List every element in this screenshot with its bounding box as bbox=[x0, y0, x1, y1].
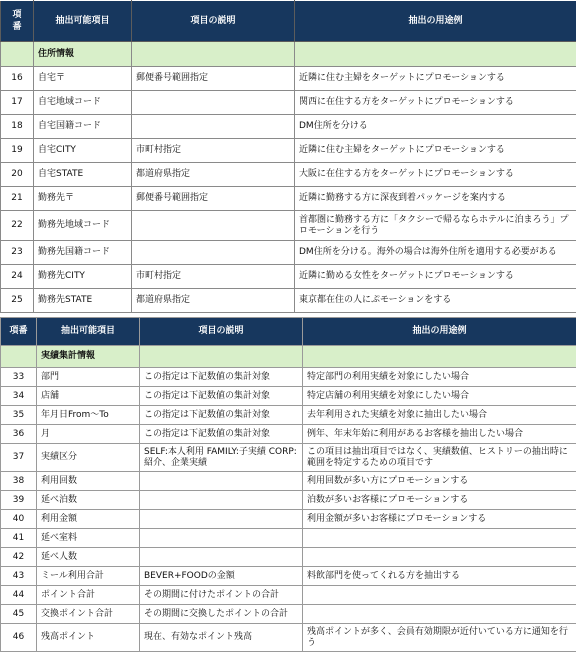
row-no: 39 bbox=[1, 491, 37, 510]
row-item: 延べ人数 bbox=[37, 548, 140, 567]
table-row bbox=[1, 567, 576, 586]
performance-summary-table bbox=[0, 317, 576, 652]
row-desc: SELF:本人利用 FAMILY:子実績 CORP:紹介、企業実績 bbox=[140, 444, 303, 472]
row-usage: 大阪に在住する方をターゲットにプロモーションする bbox=[295, 163, 576, 187]
row-no: 18 bbox=[1, 115, 34, 139]
row-usage bbox=[303, 529, 576, 548]
row-item: 店舗 bbox=[37, 387, 140, 406]
row-usage: DM住所を分ける。海外の場合は海外住所を適用する必要がある bbox=[295, 241, 576, 265]
group-row bbox=[1, 42, 576, 67]
table-row bbox=[1, 139, 576, 163]
group-row bbox=[1, 346, 576, 368]
table-row bbox=[1, 586, 576, 605]
row-usage: 近隣に住む主婦をターゲットにプロモーションする bbox=[295, 139, 576, 163]
row-usage: 東京都在住の人にぷモーションをする bbox=[295, 289, 576, 313]
row-desc bbox=[140, 491, 303, 510]
row-no: 24 bbox=[1, 265, 34, 289]
row-desc: 郵便番号範囲指定 bbox=[132, 67, 295, 91]
row-no: 25 bbox=[1, 289, 34, 313]
row-item: 交換ポイント合計 bbox=[37, 605, 140, 624]
row-usage bbox=[303, 548, 576, 567]
row-usage: DM住所を分ける bbox=[295, 115, 576, 139]
row-item: 勤務先国籍コード bbox=[34, 241, 132, 265]
row-desc: その期間に付けたポイントの合計 bbox=[140, 586, 303, 605]
row-usage: 利用金額が多いお客様にプロモーションする bbox=[303, 510, 576, 529]
row-no: 43 bbox=[1, 567, 37, 586]
row-no: 44 bbox=[1, 586, 37, 605]
row-desc: その期間に交換したポイントの合計 bbox=[140, 605, 303, 624]
row-item: 勤務先STATE bbox=[34, 289, 132, 313]
table-row bbox=[1, 406, 576, 425]
group-label: 住所情報 bbox=[34, 42, 132, 67]
table-row bbox=[1, 624, 576, 652]
header-item: 抽出可能項目 bbox=[34, 1, 132, 42]
table-header-row bbox=[1, 1, 576, 42]
row-item: 残高ポイント bbox=[37, 624, 140, 652]
row-item: 勤務先〒 bbox=[34, 187, 132, 211]
row-usage: 特定部門の利用実績を対象にしたい場合 bbox=[303, 368, 576, 387]
row-usage: 料飲部門を使ってくれる方を抽出する bbox=[303, 567, 576, 586]
table-row bbox=[1, 368, 576, 387]
row-usage: 首都圏に勤務する方に「タクシーで帰るならホテルに泊まろう」プロモーションを行う bbox=[295, 211, 576, 241]
row-no: 46 bbox=[1, 624, 37, 652]
row-desc: この指定は下記数値の集計対象 bbox=[140, 406, 303, 425]
row-no: 23 bbox=[1, 241, 34, 265]
table-row bbox=[1, 211, 576, 241]
row-no: 45 bbox=[1, 605, 37, 624]
row-desc: 現在、有効なポイント残高 bbox=[140, 624, 303, 652]
table-row bbox=[1, 425, 576, 444]
header-desc: 項目の説明 bbox=[132, 1, 295, 42]
row-usage: 去年利用された実績を対象に抽出したい場合 bbox=[303, 406, 576, 425]
row-desc: BEVER+FOODの金額 bbox=[140, 567, 303, 586]
table-row bbox=[1, 444, 576, 472]
row-no: 41 bbox=[1, 529, 37, 548]
row-usage: 利用回数が多い方にプロモーションする bbox=[303, 472, 576, 491]
row-item: 自宅国籍コード bbox=[34, 115, 132, 139]
row-item: 自宅STATE bbox=[34, 163, 132, 187]
row-no: 33 bbox=[1, 368, 37, 387]
row-desc bbox=[140, 529, 303, 548]
row-desc: 郵便番号範囲指定 bbox=[132, 187, 295, 211]
row-no: 21 bbox=[1, 187, 34, 211]
table-row bbox=[1, 289, 576, 313]
row-item: 部門 bbox=[37, 368, 140, 387]
row-item: 延べ泊数 bbox=[37, 491, 140, 510]
row-usage: 近隣に勤務する方に深夜到着パッケージを案内する bbox=[295, 187, 576, 211]
row-item: 実績区分 bbox=[37, 444, 140, 472]
table-row bbox=[1, 67, 576, 91]
header-no: 項番 bbox=[1, 318, 37, 346]
row-usage bbox=[303, 586, 576, 605]
row-desc bbox=[132, 241, 295, 265]
row-desc bbox=[140, 510, 303, 529]
row-no: 35 bbox=[1, 406, 37, 425]
row-desc bbox=[132, 115, 295, 139]
row-usage: 残高ポイントが多く、会員有効期限が近付いている方に通知を行う bbox=[303, 624, 576, 652]
table-row bbox=[1, 529, 576, 548]
table-row bbox=[1, 91, 576, 115]
header-item: 抽出可能項目 bbox=[37, 318, 140, 346]
row-item: 延べ室料 bbox=[37, 529, 140, 548]
row-no: 22 bbox=[1, 211, 34, 241]
row-desc: 都道府県指定 bbox=[132, 163, 295, 187]
row-no: 38 bbox=[1, 472, 37, 491]
row-usage: 泊数が多いお客様にプロモーションする bbox=[303, 491, 576, 510]
table-row bbox=[1, 187, 576, 211]
row-item: ミール利用合計 bbox=[37, 567, 140, 586]
address-info-table bbox=[0, 0, 576, 313]
header-desc: 項目の説明 bbox=[140, 318, 303, 346]
header-usage: 抽出の用途例 bbox=[303, 318, 576, 346]
header-usage: 抽出の用途例 bbox=[295, 1, 576, 42]
row-item: 勤務先CITY bbox=[34, 265, 132, 289]
row-item: 利用金額 bbox=[37, 510, 140, 529]
row-no: 17 bbox=[1, 91, 34, 115]
row-desc: 市町村指定 bbox=[132, 265, 295, 289]
row-item: 自宅CITY bbox=[34, 139, 132, 163]
table-row bbox=[1, 163, 576, 187]
table-row bbox=[1, 472, 576, 491]
table-header-row bbox=[1, 318, 576, 346]
row-usage: 近隣に勤める女性をターゲットにプロモーションする bbox=[295, 265, 576, 289]
row-no: 20 bbox=[1, 163, 34, 187]
table-row bbox=[1, 491, 576, 510]
table-row bbox=[1, 265, 576, 289]
row-usage: 関西に在住する方をターゲットにプロモーションする bbox=[295, 91, 576, 115]
header-no: 項 番 bbox=[1, 1, 34, 42]
row-item: ポイント合計 bbox=[37, 586, 140, 605]
group-label: 実績集計情報 bbox=[37, 346, 140, 368]
row-item: 利用回数 bbox=[37, 472, 140, 491]
table-row bbox=[1, 115, 576, 139]
row-desc: 都道府県指定 bbox=[132, 289, 295, 313]
row-no: 19 bbox=[1, 139, 34, 163]
row-desc bbox=[140, 472, 303, 491]
row-desc bbox=[140, 548, 303, 567]
row-usage bbox=[303, 605, 576, 624]
table-row bbox=[1, 548, 576, 567]
row-no: 36 bbox=[1, 425, 37, 444]
row-no: 16 bbox=[1, 67, 34, 91]
row-no: 37 bbox=[1, 444, 37, 472]
row-item: 月 bbox=[37, 425, 140, 444]
row-desc: 市町村指定 bbox=[132, 139, 295, 163]
table-row bbox=[1, 605, 576, 624]
row-usage: 特定店舗の利用実績を対象にしたい場合 bbox=[303, 387, 576, 406]
table-row bbox=[1, 241, 576, 265]
row-desc bbox=[132, 91, 295, 115]
table-row bbox=[1, 387, 576, 406]
row-desc: この指定は下記数値の集計対象 bbox=[140, 387, 303, 406]
row-desc: この指定は下記数値の集計対象 bbox=[140, 368, 303, 387]
row-usage: 近隣に住む主婦をターゲットにプロモーションする bbox=[295, 67, 576, 91]
row-item: 勤務先地域コード bbox=[34, 211, 132, 241]
row-no: 42 bbox=[1, 548, 37, 567]
row-desc bbox=[132, 211, 295, 241]
row-desc: この指定は下記数値の集計対象 bbox=[140, 425, 303, 444]
row-item: 自宅〒 bbox=[34, 67, 132, 91]
row-no: 40 bbox=[1, 510, 37, 529]
row-item: 自宅地域コード bbox=[34, 91, 132, 115]
row-no: 34 bbox=[1, 387, 37, 406]
table-row bbox=[1, 510, 576, 529]
row-item: 年月日From〜To bbox=[37, 406, 140, 425]
row-usage: この項目は抽出項目ではなく、実績数値、ヒストリーの抽出時に範囲を特定するための項目です bbox=[303, 444, 576, 472]
row-usage: 例年、年末年始に利用があるお客様を抽出したい場合 bbox=[303, 425, 576, 444]
